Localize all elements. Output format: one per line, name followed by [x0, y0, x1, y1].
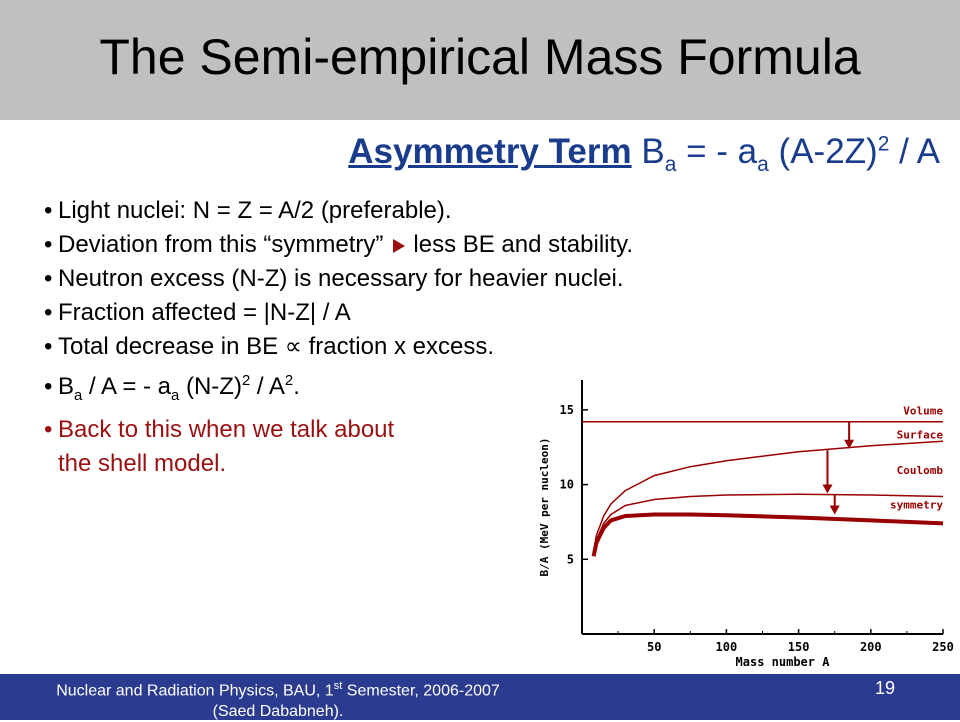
- y-axis-label: B/A (MeV per nucleon): [538, 437, 551, 577]
- x-tick-label: 100: [715, 640, 738, 654]
- bullet-item: • Deviation from this “symmetry” less BE and stability.: [44, 231, 634, 258]
- bullet-item: • $B_a$ / A = - $a_a$ $(N-Z)^2 / A^2$.: [44, 373, 300, 404]
- bullet-item: • Fraction affected = |N-Z| / A: [44, 299, 351, 326]
- series-label-surface: Surface: [896, 428, 943, 442]
- bullet-text: Fraction affected = |N-Z| / A: [58, 299, 351, 326]
- down-arrow-head: [822, 485, 832, 494]
- term-label: Asymmetry Term: [348, 132, 632, 171]
- formula-exp: 2: [284, 373, 294, 389]
- series-symmetry-line: [594, 515, 943, 557]
- footer-line2: (Saed Dababneh).: [212, 703, 344, 721]
- y-tick-label: 5: [566, 552, 574, 567]
- series-surface-line: [594, 441, 943, 552]
- x-tick-label: 250: [932, 640, 954, 654]
- series-label-symmetry: symmetry: [890, 498, 943, 512]
- x-tick-label: 50: [646, 640, 662, 654]
- formula-end: .: [293, 373, 300, 400]
- series-label-coulomb: Coulomb: [896, 464, 943, 478]
- bullet-item: • Back to this when we talk about: [44, 415, 395, 443]
- footer-line1: Nuclear and Radiation Physics, BAU, 1: [56, 682, 334, 700]
- bullet-item: • Total decrease in BE ∝ fraction x excess.: [44, 333, 495, 360]
- bullet-text: Total decrease in BE: [58, 333, 279, 360]
- bullet-text: Deviation from this “symmetry”: [58, 231, 384, 258]
- formula-rest: (N-Z): [179, 373, 242, 400]
- footer-text: [0, 676, 556, 722]
- asymmetry-term-heading: [348, 132, 940, 177]
- formula-b-sub: a: [664, 153, 677, 176]
- formula-b: B: [641, 132, 665, 171]
- formula-eq3: / A: [889, 132, 940, 171]
- bullet-text: less BE and stability.: [413, 231, 634, 258]
- bullet-item: • Neutron excess (N-Z) is necessary for heavier nuclei.: [44, 265, 624, 292]
- formula-a-sub: a: [757, 153, 769, 176]
- series-label-volume: Volume: [903, 404, 943, 418]
- formula-sub: a: [74, 387, 83, 404]
- x-axis-label: Mass number A: [735, 655, 830, 669]
- bullet-text: the shell model.: [58, 449, 227, 477]
- y-tick-label: 15: [559, 402, 574, 417]
- bullet-text: fraction x excess.: [308, 333, 495, 360]
- formula-exp: 2: [241, 373, 251, 389]
- right-arrow-icon: [393, 239, 405, 253]
- footer-line1-end: Semester, 2006-2007: [342, 682, 500, 700]
- bullet-text: Back to this when we talk about: [58, 415, 395, 443]
- x-tick-label: 200: [859, 640, 882, 654]
- footer-sup: st: [333, 680, 343, 692]
- x-tick-label: 150: [787, 640, 810, 654]
- page-number: 19: [874, 678, 896, 698]
- bullet-text: Neutron excess (N-Z) is necessary for heavier nuclei.: [58, 265, 624, 292]
- formula-mid: / A = - a: [82, 373, 172, 400]
- binding-energy-chart: [520, 372, 960, 672]
- slide-title: The Semi-empirical Mass Formula: [99, 29, 861, 85]
- formula-eq1: = - a: [676, 132, 758, 171]
- bullet-item: • Light nuclei: N = Z = A/2 (preferable).: [44, 197, 452, 224]
- down-arrow-head: [830, 505, 840, 514]
- proportional-symbol: ∝: [284, 333, 302, 360]
- formula-eq2: (A-2Z): [768, 132, 878, 171]
- y-tick-label: 10: [559, 477, 574, 492]
- formula-tail: / A: [250, 373, 285, 400]
- formula-exp: 2: [877, 132, 890, 156]
- formula-sub: a: [171, 387, 180, 404]
- bullet-text: Light nuclei: N = Z = A/2 (preferable).: [58, 197, 452, 224]
- formula-b: B: [58, 373, 75, 400]
